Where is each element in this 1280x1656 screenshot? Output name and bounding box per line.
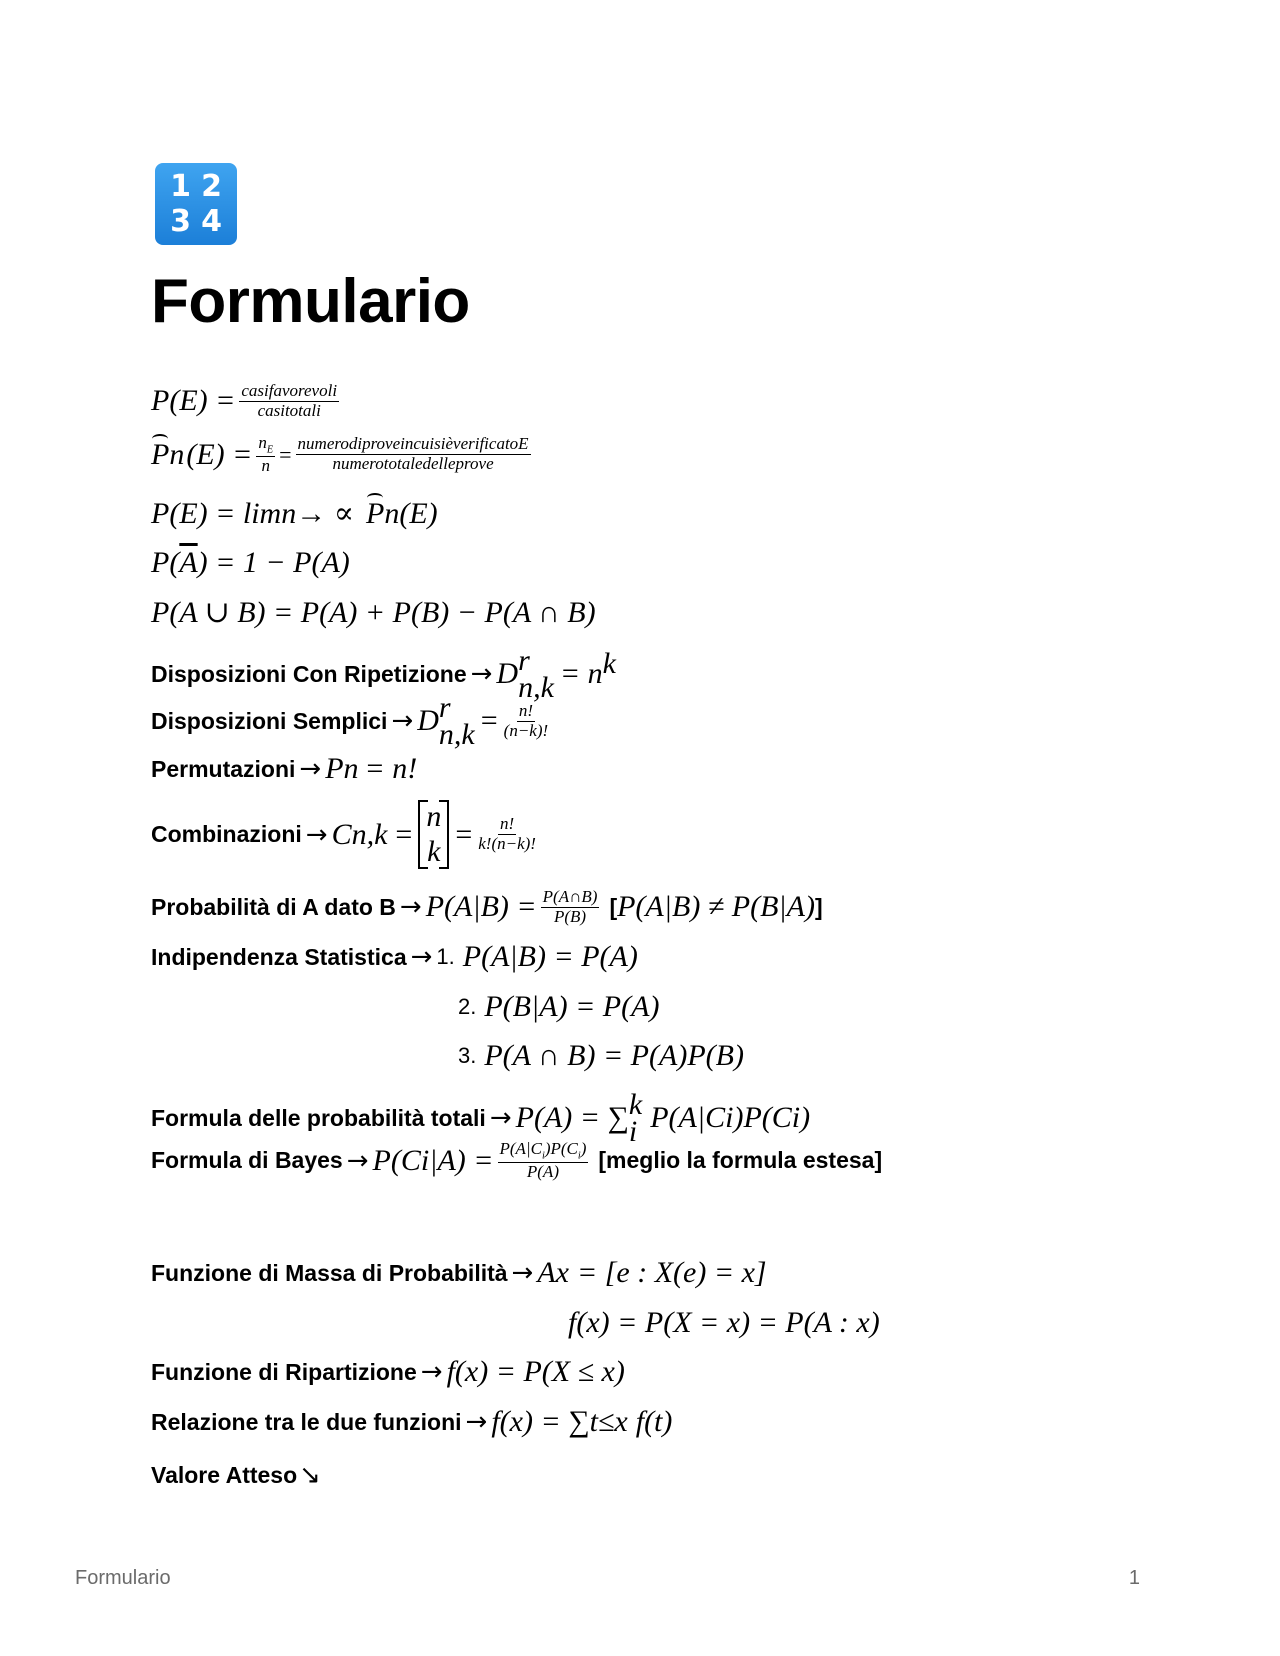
formula-post: ) = 1 − P(A) — [197, 546, 350, 579]
subscript: n — [343, 752, 359, 785]
formula-rhs: )P(C — [733, 1101, 792, 1134]
bracket-open: [ — [609, 893, 618, 920]
row-probabilita-totali — [151, 1088, 811, 1148]
page-title: Formulario — [151, 267, 470, 336]
subscript: n,k — [438, 718, 475, 751]
fraction — [256, 434, 275, 475]
formula-rhs: P(A|C — [650, 1101, 726, 1134]
subscript: i — [791, 1101, 801, 1134]
list-formula: P(A ∩ B) = P(A)P(B) — [484, 1039, 744, 1072]
icon-digit: 1 — [170, 168, 191, 204]
symbol-c: C — [331, 817, 352, 851]
arrow-icon: → — [489, 1103, 512, 1133]
fraction — [476, 815, 538, 853]
arrow-icon: → — [346, 1145, 369, 1176]
formula-text: f(x) = P(X = x) = P(A : x) — [568, 1306, 880, 1339]
fraction-numerator — [498, 1140, 589, 1163]
formula-complement — [151, 546, 350, 580]
formula-classic-probability — [151, 382, 343, 420]
subscript: n — [169, 437, 185, 471]
fraction-numerator: n! — [500, 814, 515, 834]
formula-rest: (E) — [399, 496, 438, 530]
equals: = — [395, 817, 413, 851]
icon-digit: 2 — [201, 168, 222, 204]
formula-mid: (E) = — [186, 437, 253, 471]
formula-lhs: P(C — [372, 1143, 421, 1177]
subscript: E — [266, 444, 274, 456]
superscript: k — [628, 1088, 643, 1121]
arrow-down-right-icon: ↘ — [299, 1460, 321, 1490]
list-item — [458, 990, 659, 1024]
nE: n — [258, 433, 267, 452]
list-item — [458, 1039, 744, 1073]
note-formula: P(A|B) ≠ P(B|A) — [617, 890, 815, 924]
list-formula: P(A|B) = P(A) — [462, 940, 638, 973]
row-funzione-massa — [151, 1256, 767, 1290]
subscript: n,k — [351, 817, 388, 851]
list-number: 2. — [458, 994, 477, 1019]
row-relazione — [151, 1405, 672, 1439]
row-label: Funzione di Massa di Probabilità — [151, 1259, 508, 1286]
formula-rhs: = n! — [364, 752, 418, 785]
note: [meglio la formula estesa] — [598, 1147, 883, 1174]
fraction — [541, 888, 600, 926]
num-part: )P(C — [544, 1139, 578, 1158]
fraction-denominator: P(A) — [526, 1161, 559, 1181]
row-combinazioni — [151, 800, 542, 869]
formula-lhs: P(A|B) = — [425, 890, 537, 924]
fraction-denominator: (n−k)! — [503, 720, 549, 740]
icon-digit: 4 — [201, 203, 222, 239]
num-part: P(A|C — [499, 1139, 542, 1158]
formula-pre: P( — [151, 546, 180, 579]
subscript: i — [725, 1101, 734, 1134]
arrow-icon: → — [391, 706, 414, 736]
fraction-numerator: casifavorevoli — [241, 381, 338, 400]
row-label: Indipendenza Statistica — [151, 943, 407, 970]
fraction — [239, 382, 339, 420]
arrow-icon: → — [299, 754, 322, 784]
formula-p-hat: P — [151, 437, 170, 471]
symbol-p: P — [325, 752, 344, 785]
subscript: i — [628, 1115, 638, 1148]
subscript: i — [541, 1150, 545, 1162]
formula-lhs: P(E) = — [151, 384, 236, 418]
bracket-close: ] — [814, 893, 823, 920]
equals: = — [279, 441, 292, 467]
fraction-denominator: P(B) — [554, 906, 587, 926]
row-valore-atteso — [151, 1460, 325, 1490]
list-number: 1. — [436, 944, 455, 969]
row-indipendenza — [151, 940, 638, 974]
row-bayes — [151, 1140, 882, 1181]
formula-rhs: = [e : X(e) = x] — [577, 1256, 767, 1289]
subscript: i — [420, 1143, 430, 1177]
complement-a: $\overline{A}$ — [179, 546, 198, 579]
superscript: r — [518, 644, 530, 677]
formula-text: f(x) = P(X ≤ x) — [446, 1355, 625, 1388]
formula-rhs: f(t) — [635, 1405, 673, 1438]
arrow-icon: → — [470, 659, 493, 689]
subscript: i — [577, 1150, 581, 1162]
fraction-denominator: casitotali — [257, 400, 321, 420]
fraction-numerator: P(A∩B) — [542, 887, 598, 906]
arrow-icon: → — [410, 942, 433, 972]
formula-union — [151, 595, 596, 630]
input-numbers-icon — [155, 163, 237, 245]
row-label: Formula delle probabilità totali — [151, 1104, 486, 1131]
footer-title: Formulario — [75, 1567, 171, 1589]
binomial-bracket — [418, 800, 449, 869]
row-label: Funzione di Ripartizione — [151, 1358, 417, 1385]
symbol-a: A — [537, 1256, 556, 1289]
row-label: Disposizioni Semplici — [151, 707, 388, 734]
symbol-d: D — [417, 704, 439, 737]
formula-lhs: f(x) = ∑ — [491, 1405, 590, 1438]
fraction — [502, 702, 551, 740]
formula-lhs: |A) = — [429, 1143, 494, 1177]
formula-text: P(A ∪ B) = P(A) + P(B) − P(A ∩ B) — [151, 596, 596, 629]
fraction — [498, 1140, 589, 1181]
subscript: n,k — [518, 671, 554, 704]
arrow-icon: → — [511, 1258, 534, 1288]
row-permutazioni — [151, 752, 417, 786]
formula-lhs: P(A) = ∑ — [515, 1101, 629, 1134]
symbol-d: D — [496, 657, 519, 690]
row-label: Relazione tra le due funzioni — [151, 1408, 462, 1435]
equals: = — [455, 817, 473, 851]
row-disposizioni-ripetizione — [151, 644, 616, 704]
row-label: Combinazioni — [151, 821, 302, 847]
icon-digit: 3 — [170, 203, 191, 239]
formula-frequency — [151, 434, 535, 475]
formula-rhs: = n — [559, 657, 603, 690]
formula-lhs: P(E) = lim — [151, 496, 282, 530]
formula-massa-line2 — [568, 1306, 880, 1340]
binomial-bottom: k — [427, 834, 441, 868]
row-probabilita-condizionata — [151, 888, 823, 926]
fraction-numerator: numerodiproveincuisièverificatoE — [297, 434, 529, 454]
row-label: Probabilità di A dato B — [151, 893, 396, 920]
row-label: Valore Atteso — [151, 1461, 298, 1488]
fraction-denominator: numerototaledelleprove — [332, 454, 494, 474]
fraction-denominator: k!(n−k)! — [478, 834, 536, 853]
page-number: 1 — [1128, 1567, 1140, 1589]
list-number: 3. — [458, 1043, 477, 1068]
subscript: t≤x — [589, 1405, 628, 1438]
row-funzione-ripartizione — [151, 1355, 625, 1389]
formula-limit — [151, 496, 438, 531]
arrow-icon: → — [465, 1407, 488, 1437]
superscript: r — [438, 691, 451, 724]
fraction-numerator — [256, 434, 275, 457]
arrow-icon: → — [305, 819, 328, 850]
fraction-denominator: n — [261, 455, 270, 475]
row-label: Formula di Bayes — [151, 1147, 343, 1174]
formula-p-hat: P — [366, 496, 385, 530]
superscript: k — [602, 647, 616, 680]
subscript: x — [555, 1256, 569, 1289]
formula-rhs: ) — [800, 1101, 811, 1134]
subscript: n→ ∝ — [281, 497, 355, 530]
arrow-icon: → — [399, 892, 422, 923]
equals: = — [480, 704, 498, 737]
row-label: Disposizioni Con Ripetizione — [151, 660, 467, 687]
binomial-top: n — [426, 800, 442, 833]
list-formula: P(B|A) = P(A) — [484, 990, 660, 1023]
fraction — [296, 435, 531, 473]
row-label: Permutazioni — [151, 755, 296, 782]
row-disposizioni-semplici — [151, 691, 554, 751]
fraction-numerator: n! — [518, 700, 533, 720]
num-part: ) — [580, 1139, 587, 1158]
arrow-icon: → — [420, 1357, 443, 1387]
subscript: n — [384, 496, 400, 530]
